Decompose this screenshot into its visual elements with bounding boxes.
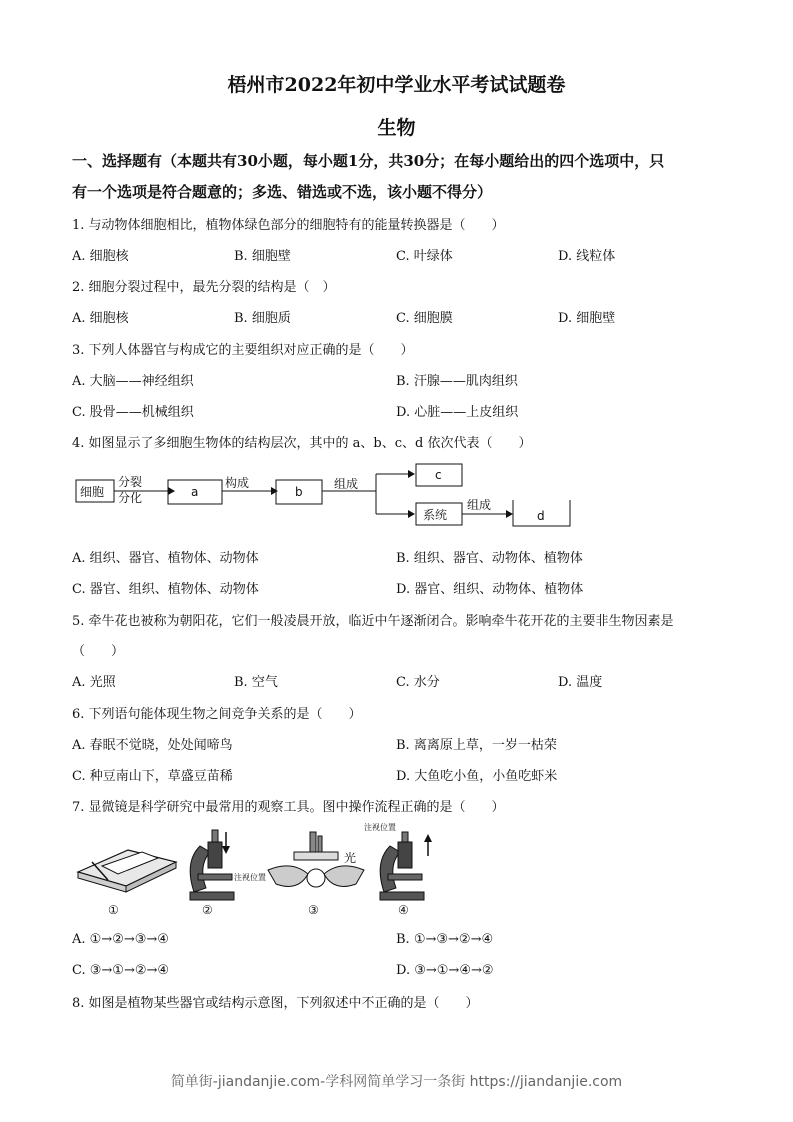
question-4-option-d: D. 器官、组织、动物体、植物体 bbox=[396, 582, 584, 597]
question-7-option-a: A. ①→②→③→④ bbox=[72, 932, 169, 947]
box-c-label: c bbox=[435, 468, 442, 482]
question-7-option-b: B. ①→③→②→④ bbox=[396, 932, 494, 947]
page-footer: 简单街-jiandanjie.com-学科网简单学习一条街 https://jiandanjie.com bbox=[170, 1074, 623, 1090]
box-d-label: d bbox=[537, 509, 545, 523]
question-5-option-d: D. 温度 bbox=[558, 675, 603, 690]
microscope-operation-figure bbox=[72, 822, 452, 922]
figure-label-1: ① bbox=[108, 903, 119, 917]
question-6-option-c: C. 种豆南山下，草盛豆苗稀 bbox=[72, 769, 233, 784]
subject-title: 生物 bbox=[377, 117, 416, 139]
section-heading-line1: 一、选择题有（本题共有30小题，每小题1分，共30分；在每小题给出的四个选项中，只 bbox=[72, 152, 665, 170]
box-system-label: 系统 bbox=[423, 508, 448, 522]
question-4-option-a: A. 组织、器官、植物体、动物体 bbox=[72, 551, 259, 566]
question-8-stem: 8. 如图是植物某些器官或结构示意图，下列叙述中不正确的是（ ） bbox=[72, 996, 479, 1011]
section-heading-line2: 有一个选项是符合题意的；多选、错选或不选，该小题不得分） bbox=[72, 183, 493, 201]
question-6-stem: 6. 下列语句能体现生物之间竞争关系的是（ ） bbox=[72, 707, 362, 722]
question-4-stem: 4. 如图显示了多细胞生物体的结构层次，其中的 a、b、c、d 依次代表（ ） bbox=[72, 436, 532, 451]
question-1-stem: 1. 与动物体细胞相比，植物体绿色部分的细胞特有的能量转换器是（ ） bbox=[72, 218, 505, 233]
figure-step-1 bbox=[78, 850, 176, 917]
page-title: 梧州市2022年初中学业水平考试试题卷 bbox=[227, 74, 566, 96]
question-1-option-b: B. 细胞壁 bbox=[234, 249, 291, 264]
question-3-option-d: D. 心脏——上皮组织 bbox=[396, 405, 519, 420]
box-b-label: b bbox=[295, 485, 303, 499]
question-2-option-d: D. 细胞壁 bbox=[558, 311, 616, 326]
question-3-option-b: B. 汗腺——肌肉组织 bbox=[396, 374, 518, 389]
question-3-option-a: A. 大脑——神经组织 bbox=[72, 374, 194, 389]
question-2-option-c: C. 细胞膜 bbox=[396, 311, 453, 326]
question-5-stem-cont: （ ） bbox=[72, 644, 125, 659]
figure-label-2: ② bbox=[202, 903, 213, 917]
structure-level-diagram bbox=[72, 462, 582, 532]
compose1-label: 构成 bbox=[225, 476, 250, 490]
box-a-label: a bbox=[191, 485, 199, 499]
figure-step-2 bbox=[190, 830, 266, 917]
question-4-option-b: B. 组织、器官、动物体、植物体 bbox=[396, 551, 583, 566]
question-1-option-a: A. 细胞核 bbox=[72, 249, 129, 264]
question-6-option-d: D. 大鱼吃小鱼，小鱼吃虾米 bbox=[396, 769, 558, 784]
question-5-stem: 5. 牵牛花也被称为朝阳花，它们一般凌晨开放，临近中午逐渐闭合。影响牵牛花开花的主要非生物因素是 bbox=[72, 614, 674, 629]
question-3-stem: 3. 下列人体器官与构成它的主要组织对应正确的是（ ） bbox=[72, 343, 414, 358]
question-1-option-d: D. 线粒体 bbox=[558, 249, 616, 264]
question-6-option-a: A. 春眠不觉晓，处处闻啼鸟 bbox=[72, 738, 233, 753]
light-label: 光 bbox=[344, 851, 357, 865]
figure-label-4: ④ bbox=[398, 903, 409, 917]
question-7-option-d: D. ③→①→④→② bbox=[396, 963, 494, 978]
question-4-option-c: C. 器官、组织、植物体、动物体 bbox=[72, 582, 259, 597]
figure-step-3 bbox=[268, 832, 364, 917]
question-2-option-a: A. 细胞核 bbox=[72, 311, 129, 326]
question-7-stem: 7. 显微镜是科学研究中最常用的观察工具。图中操作流程正确的是（ ） bbox=[72, 800, 505, 815]
cell-label: 细胞 bbox=[80, 485, 105, 499]
watch-position-label-2: 注视位置 bbox=[234, 873, 266, 882]
figure-label-3: ③ bbox=[308, 903, 319, 917]
question-6-option-b: B. 离离原上草，一岁一枯荣 bbox=[396, 738, 557, 753]
question-5-option-c: C. 水分 bbox=[396, 675, 440, 690]
question-2-option-b: B. 细胞质 bbox=[234, 311, 291, 326]
question-1-option-c: C. 叶绿体 bbox=[396, 249, 453, 264]
question-5-option-b: B. 空气 bbox=[234, 675, 278, 690]
compose2-label: 组成 bbox=[334, 477, 359, 491]
compose3-label: 组成 bbox=[467, 498, 492, 512]
watch-position-label-4: 注视位置 bbox=[364, 823, 396, 832]
differentiate-label: 分化 bbox=[118, 491, 143, 505]
divide-label: 分裂 bbox=[118, 475, 143, 489]
figure-step-4 bbox=[364, 822, 432, 917]
question-2-stem: 2. 细胞分裂过程中，最先分裂的结构是（ ） bbox=[72, 280, 336, 295]
question-5-option-a: A. 光照 bbox=[72, 675, 116, 690]
question-7-option-c: C. ③→①→②→④ bbox=[72, 963, 170, 978]
question-3-option-c: C. 股骨——机械组织 bbox=[72, 405, 194, 420]
